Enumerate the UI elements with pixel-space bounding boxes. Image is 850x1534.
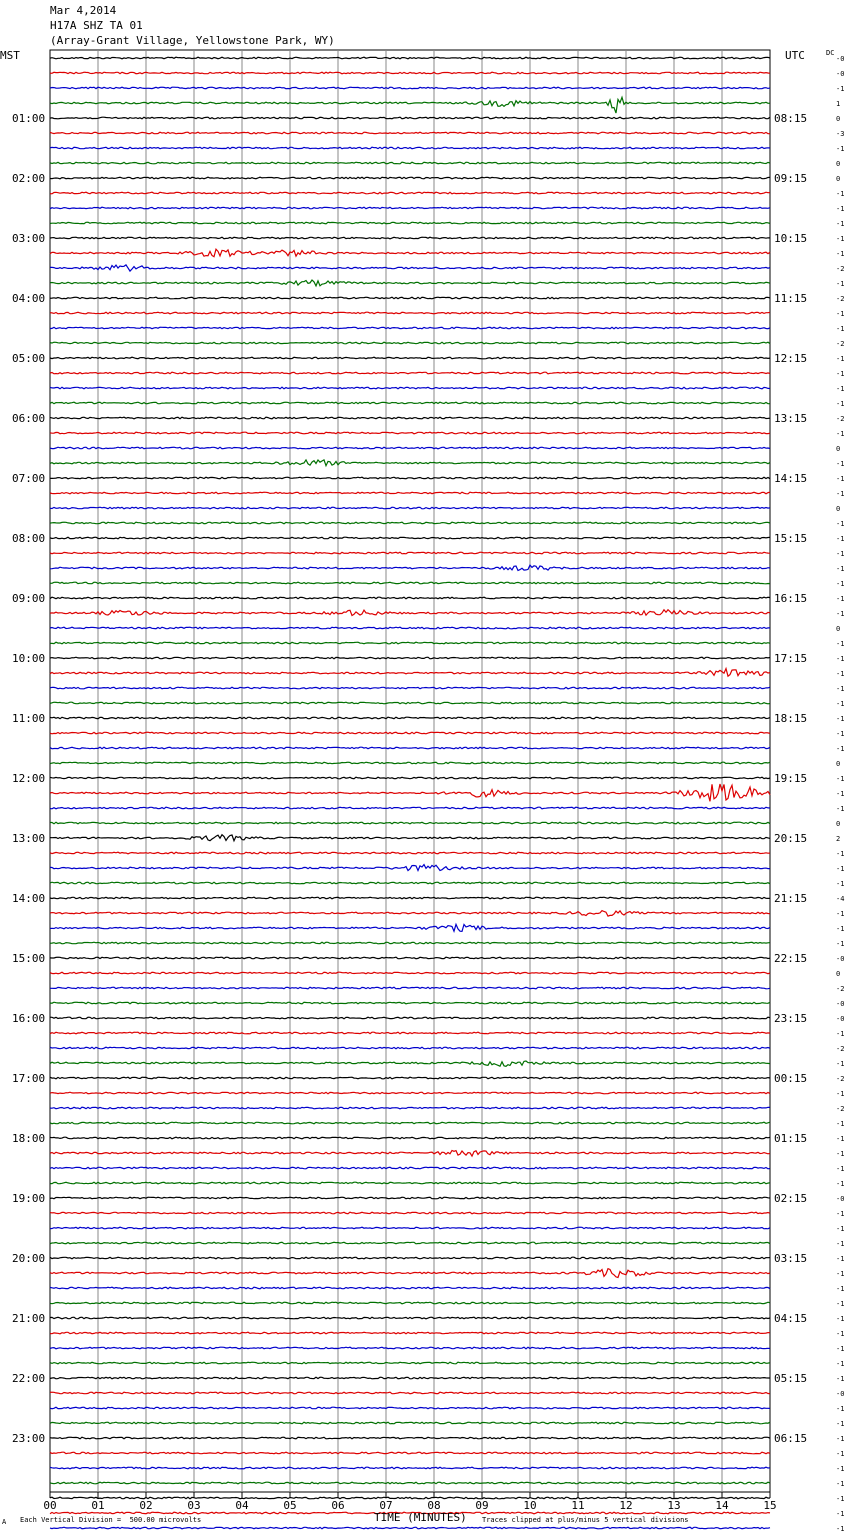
dc-offset-value: -1 xyxy=(836,1465,845,1473)
dc-offset-value: -1 xyxy=(836,400,845,408)
x-tick-label: 07 xyxy=(379,1499,393,1512)
dc-offset-value: -1 xyxy=(836,685,845,693)
utc-hour-label: 12:15 xyxy=(774,352,808,365)
mst-hour-label: 07:00 xyxy=(12,472,46,485)
dc-offset-value: -0 xyxy=(836,55,845,63)
dc-offset-value: -0 xyxy=(836,70,845,78)
dc-offset-value: -1 xyxy=(836,670,845,678)
dc-label: DC xyxy=(826,49,835,57)
trace-row xyxy=(50,657,770,659)
trace-row xyxy=(50,297,770,299)
trace-row xyxy=(50,747,770,749)
dc-offset-value: -1 xyxy=(836,145,845,153)
x-tick-label: 04 xyxy=(235,1499,249,1512)
dc-offset-value: -1 xyxy=(836,490,845,498)
dc-offset-value: -1 xyxy=(836,850,845,858)
trace-row xyxy=(50,565,770,570)
mst-hour-label: 22:00 xyxy=(12,1372,46,1385)
trace-row xyxy=(50,642,770,644)
dc-offset-value: -1 xyxy=(836,280,845,288)
trace-row xyxy=(50,702,770,704)
dc-offset-value: -1 xyxy=(836,1300,845,1308)
dc-offset-value: -1 xyxy=(836,745,845,753)
trace-row xyxy=(50,687,770,689)
mst-hour-label: 15:00 xyxy=(12,952,46,965)
utc-hour-label: 20:15 xyxy=(774,832,808,845)
dc-offset-value: -4 xyxy=(836,895,845,903)
mst-hour-label: 12:00 xyxy=(12,772,46,785)
trace-row xyxy=(50,132,770,134)
dc-offset-value: -1 xyxy=(836,775,845,783)
utc-hour-label: 04:15 xyxy=(774,1312,808,1325)
dc-offset-value: -1 xyxy=(836,730,845,738)
dc-offset-value: -1 xyxy=(836,1135,845,1143)
x-tick-label: 02 xyxy=(139,1499,153,1512)
dc-offset-value: -1 xyxy=(836,430,845,438)
utc-hour-label: 22:15 xyxy=(774,952,808,965)
utc-hour-label: 10:15 xyxy=(774,232,808,245)
trace-row xyxy=(50,402,770,404)
trace-row xyxy=(50,597,770,599)
utc-hour-label: 09:15 xyxy=(774,172,808,185)
mst-hour-label: 16:00 xyxy=(12,1012,46,1025)
dc-offset-value: -1 xyxy=(836,1060,845,1068)
trace-row xyxy=(50,987,770,989)
dc-offset-value: -1 xyxy=(836,1210,845,1218)
trace-row xyxy=(50,1377,770,1379)
trace-row xyxy=(50,1422,770,1424)
trace-row xyxy=(50,835,770,841)
dc-offset-value: -1 xyxy=(836,925,845,933)
dc-offset-value: -1 xyxy=(836,1150,845,1158)
utc-hour-label: 06:15 xyxy=(774,1432,808,1445)
utc-hour-label: 05:15 xyxy=(774,1372,808,1385)
dc-offset-value: -1 xyxy=(836,370,845,378)
trace-row xyxy=(50,1197,770,1199)
trace-row xyxy=(50,822,770,824)
trace-row xyxy=(50,1242,770,1244)
trace-row xyxy=(50,1467,770,1469)
trace-row xyxy=(50,1122,770,1124)
dc-offset-value: -1 xyxy=(836,595,845,603)
dc-offset-value: -1 xyxy=(836,865,845,873)
mst-hour-label: 21:00 xyxy=(12,1312,46,1325)
dc-offset-value: 0 xyxy=(836,760,841,768)
utc-hour-label: 15:15 xyxy=(774,532,808,545)
dc-offset-value: -1 xyxy=(836,205,845,213)
dc-offset-value: -1 xyxy=(836,550,845,558)
mst-hour-label: 05:00 xyxy=(12,352,46,365)
dc-offset-value: -1 xyxy=(836,1090,845,1098)
mst-hour-label: 03:00 xyxy=(12,232,46,245)
trace-row xyxy=(50,117,770,119)
dc-offset-value: -1 xyxy=(836,805,845,813)
trace-row xyxy=(50,1017,770,1019)
trace-row xyxy=(50,327,770,329)
mst-hour-label: 17:00 xyxy=(12,1072,46,1085)
trace-row xyxy=(50,552,770,554)
trace-row xyxy=(50,447,770,449)
trace-row xyxy=(50,312,770,314)
dc-offset-value: -2 xyxy=(836,295,845,303)
dc-offset-value: -1 xyxy=(836,1480,845,1488)
dc-offset-value: -1 xyxy=(836,1345,845,1353)
trace-row xyxy=(50,432,770,434)
trace-row xyxy=(50,147,770,149)
mst-hour-label: 06:00 xyxy=(12,412,46,425)
utc-hour-label: 13:15 xyxy=(774,412,808,425)
trace-row xyxy=(50,1182,770,1184)
dc-offset-value: -1 xyxy=(836,385,845,393)
dc-offset-value: -2 xyxy=(836,1075,845,1083)
dc-offset-value: 0 xyxy=(836,970,841,978)
dc-offset-value: -1 xyxy=(836,1165,845,1173)
trace-row xyxy=(50,669,770,677)
dc-offset-value: 0 xyxy=(836,445,841,453)
trace-row xyxy=(50,882,770,884)
dc-offset-value: -1 xyxy=(836,640,845,648)
dc-offset-value: -2 xyxy=(836,985,845,993)
dc-offset-value: -1 xyxy=(836,250,845,258)
x-tick-label: 15 xyxy=(763,1499,777,1512)
dc-offset-value: -3 xyxy=(836,130,845,138)
dc-offset-value: -1 xyxy=(836,1225,845,1233)
trace-row xyxy=(50,177,770,179)
dc-offset-value: -1 xyxy=(836,580,845,588)
dc-offset-value: -1 xyxy=(836,520,845,528)
dc-offset-value: -1 xyxy=(836,1435,845,1443)
trace-row xyxy=(50,1452,770,1454)
dc-offset-value: -1 xyxy=(836,910,845,918)
trace-row xyxy=(50,1407,770,1409)
dc-offset-value: -1 xyxy=(836,1255,845,1263)
mst-hour-label: 13:00 xyxy=(12,832,46,845)
trace-row xyxy=(50,507,770,509)
trace-row xyxy=(50,1047,770,1049)
utc-hour-label: 16:15 xyxy=(774,592,808,605)
dc-offset-value: -1 xyxy=(836,565,845,573)
dc-offset-value: -1 xyxy=(836,1360,845,1368)
trace-row xyxy=(50,1061,770,1066)
dc-offset-value: -1 xyxy=(836,1330,845,1338)
mst-hour-label: 08:00 xyxy=(12,532,46,545)
dc-offset-value: -1 xyxy=(836,610,845,618)
mst-hour-label: 02:00 xyxy=(12,172,46,185)
trace-row xyxy=(50,87,770,89)
utc-hour-label: 01:15 xyxy=(774,1132,808,1145)
trace-row xyxy=(50,417,770,419)
dc-offset-value: -1 xyxy=(836,1315,845,1323)
trace-row xyxy=(50,97,770,113)
dc-offset-value: -0 xyxy=(836,1015,845,1023)
trace-row xyxy=(50,852,770,854)
dc-offset-value: -1 xyxy=(836,655,845,663)
trace-row xyxy=(50,911,770,917)
trace-row xyxy=(50,537,770,539)
trace-row xyxy=(50,192,770,194)
x-tick-label: 14 xyxy=(715,1499,729,1512)
trace-row xyxy=(50,1257,770,1259)
trace-row xyxy=(50,865,770,871)
trace-row xyxy=(50,807,770,809)
mst-hour-label: 01:00 xyxy=(12,112,46,125)
trace-row xyxy=(50,762,770,764)
dc-offset-value: -1 xyxy=(836,1030,845,1038)
trace-row xyxy=(50,717,770,719)
trace-row xyxy=(50,777,770,779)
trace-row xyxy=(50,357,770,359)
trace-row xyxy=(50,942,770,944)
trace-row xyxy=(50,1332,770,1334)
trace-row xyxy=(50,924,770,931)
trace-row xyxy=(50,522,770,524)
dc-offset-value: -1 xyxy=(836,460,845,468)
dc-offset-value: -1 xyxy=(836,1450,845,1458)
dc-offset-value: 1 xyxy=(836,100,841,108)
x-tick-label: 05 xyxy=(283,1499,297,1512)
trace-row xyxy=(50,1317,770,1319)
dc-offset-value: -1 xyxy=(836,235,845,243)
mst-hour-label: 14:00 xyxy=(12,892,46,905)
trace-row xyxy=(50,1227,770,1229)
dc-offset-value: -1 xyxy=(836,1375,845,1383)
dc-offset-value: -1 xyxy=(836,1285,845,1293)
dc-offset-value: -1 xyxy=(836,475,845,483)
dc-offset-value: -1 xyxy=(836,1420,845,1428)
dc-offset-value: -1 xyxy=(836,355,845,363)
dc-offset-value: -1 xyxy=(836,1270,845,1278)
trace-row xyxy=(50,1302,770,1304)
dc-offset-value: -1 xyxy=(836,190,845,198)
x-tick-label: 09 xyxy=(475,1499,489,1512)
dc-offset-value: -1 xyxy=(836,310,845,318)
utc-hour-label: 23:15 xyxy=(774,1012,808,1025)
trace-row xyxy=(50,972,770,974)
vertical-division-note: Each Vertical Division = 500.00 microvolts xyxy=(20,1516,202,1524)
trace-row xyxy=(50,897,770,899)
trace-row xyxy=(50,57,770,59)
x-tick-label: 13 xyxy=(667,1499,681,1512)
trace-row xyxy=(50,1167,770,1169)
dc-offset-value: -0 xyxy=(836,1195,845,1203)
trace-row xyxy=(50,1392,770,1394)
dc-offset-value: -1 xyxy=(836,1240,845,1248)
trace-row xyxy=(50,732,770,734)
trace-row xyxy=(50,1032,770,1034)
mst-hour-label: 11:00 xyxy=(12,712,46,725)
station-location: (Array-Grant Village, Yellowstone Park, WY) xyxy=(50,34,335,47)
plot-frame xyxy=(50,50,770,1492)
dc-offset-value: -1 xyxy=(836,220,845,228)
x-tick-label: 10 xyxy=(523,1499,537,1512)
trace-row xyxy=(50,265,770,271)
utc-hour-label: 03:15 xyxy=(774,1252,808,1265)
scale-mark: A xyxy=(2,1518,7,1526)
dc-offset-value: 0 xyxy=(836,175,841,183)
mst-timezone-label: MST xyxy=(0,49,20,62)
dc-offset-value: -2 xyxy=(836,415,845,423)
dc-offset-value: -1 xyxy=(836,880,845,888)
mst-hour-label: 04:00 xyxy=(12,292,46,305)
trace-row xyxy=(50,1362,770,1364)
dc-offset-value: 0 xyxy=(836,505,841,513)
utc-timezone-label: UTC xyxy=(785,49,805,62)
dc-offset-value: 0 xyxy=(836,625,841,633)
plot-date: Mar 4,2014 xyxy=(50,4,117,17)
x-axis-label: TIME (MINUTES) xyxy=(374,1511,467,1524)
x-tick-label: 00 xyxy=(43,1499,57,1512)
utc-hour-label: 18:15 xyxy=(774,712,808,725)
trace-row xyxy=(50,162,770,164)
trace-row xyxy=(50,627,770,629)
dc-offset-value: -1 xyxy=(836,790,845,798)
dc-offset-value: -0 xyxy=(836,1000,845,1008)
dc-offset-value: -1 xyxy=(836,1120,845,1128)
trace-row xyxy=(50,1287,770,1289)
trace-row xyxy=(50,207,770,209)
dc-offset-value: -1 xyxy=(836,85,845,93)
trace-row xyxy=(50,249,770,257)
utc-hour-label: 08:15 xyxy=(774,112,808,125)
clipping-note: Traces clipped at plus/minus 5 vertical divisions xyxy=(482,1516,689,1524)
dc-offset-value: -1 xyxy=(836,1180,845,1188)
dc-offset-value: 2 xyxy=(836,835,841,843)
mst-hour-label: 19:00 xyxy=(12,1192,46,1205)
x-tick-label: 01 xyxy=(91,1499,105,1512)
trace-row xyxy=(50,222,770,224)
station-title: H17A SHZ TA 01 xyxy=(50,19,143,32)
trace-row xyxy=(50,1092,770,1094)
trace-row xyxy=(50,1482,770,1484)
trace-row xyxy=(50,1212,770,1214)
trace-row xyxy=(50,280,770,286)
trace-row xyxy=(50,1269,770,1278)
trace-row xyxy=(50,1347,770,1349)
trace-row xyxy=(50,1527,770,1529)
utc-hour-label: 00:15 xyxy=(774,1072,808,1085)
dc-offset-value: -1 xyxy=(836,1510,845,1518)
dc-offset-value: -0 xyxy=(836,955,845,963)
dc-offset-value: -2 xyxy=(836,1045,845,1053)
mst-hour-label: 20:00 xyxy=(12,1252,46,1265)
mst-hour-label: 10:00 xyxy=(12,652,46,665)
trace-row xyxy=(50,492,770,494)
dc-offset-value: -0 xyxy=(836,1390,845,1398)
x-tick-label: 03 xyxy=(187,1499,201,1512)
trace-row xyxy=(50,1137,770,1139)
dc-offset-value: -1 xyxy=(836,1495,845,1503)
trace-row xyxy=(50,1107,770,1109)
utc-hour-label: 02:15 xyxy=(774,1192,808,1205)
dc-offset-value: -2 xyxy=(836,265,845,273)
trace-row xyxy=(50,610,770,616)
dc-offset-value: -1 xyxy=(836,535,845,543)
x-tick-label: 08 xyxy=(427,1499,441,1512)
utc-hour-label: 11:15 xyxy=(774,292,808,305)
dc-offset-value: -1 xyxy=(836,1405,845,1413)
dc-offset-value: -1 xyxy=(836,325,845,333)
utc-hour-label: 17:15 xyxy=(774,652,808,665)
mst-hour-label: 23:00 xyxy=(12,1432,46,1445)
x-tick-label: 06 xyxy=(331,1499,345,1512)
trace-row xyxy=(50,387,770,389)
trace-row xyxy=(50,582,770,584)
trace-row xyxy=(50,237,770,239)
utc-hour-label: 14:15 xyxy=(774,472,808,485)
trace-row xyxy=(50,1437,770,1439)
dc-offset-value: 0 xyxy=(836,820,841,828)
x-tick-label: 11 xyxy=(571,1499,585,1512)
trace-row xyxy=(50,957,770,959)
trace-row xyxy=(50,1077,770,1079)
trace-row xyxy=(50,784,770,801)
x-tick-label: 12 xyxy=(619,1499,633,1512)
dc-offset-value: -2 xyxy=(836,1105,845,1113)
utc-hour-label: 21:15 xyxy=(774,892,808,905)
dc-offset-value: -2 xyxy=(836,340,845,348)
dc-offset-value: -1 xyxy=(836,715,845,723)
trace-row xyxy=(50,372,770,374)
trace-row xyxy=(50,1497,770,1499)
trace-row xyxy=(50,342,770,344)
dc-offset-value: 0 xyxy=(836,160,841,168)
trace-row xyxy=(50,72,770,74)
utc-hour-label: 19:15 xyxy=(774,772,808,785)
mst-hour-label: 18:00 xyxy=(12,1132,46,1145)
dc-offset-value: 0 xyxy=(836,115,841,123)
dc-offset-value: -1 xyxy=(836,1525,845,1533)
dc-offset-value: -1 xyxy=(836,700,845,708)
trace-row xyxy=(50,477,770,479)
trace-row xyxy=(50,1151,770,1157)
trace-row xyxy=(50,460,770,466)
trace-row xyxy=(50,1002,770,1004)
dc-offset-value: -1 xyxy=(836,940,845,948)
mst-hour-label: 09:00 xyxy=(12,592,46,605)
